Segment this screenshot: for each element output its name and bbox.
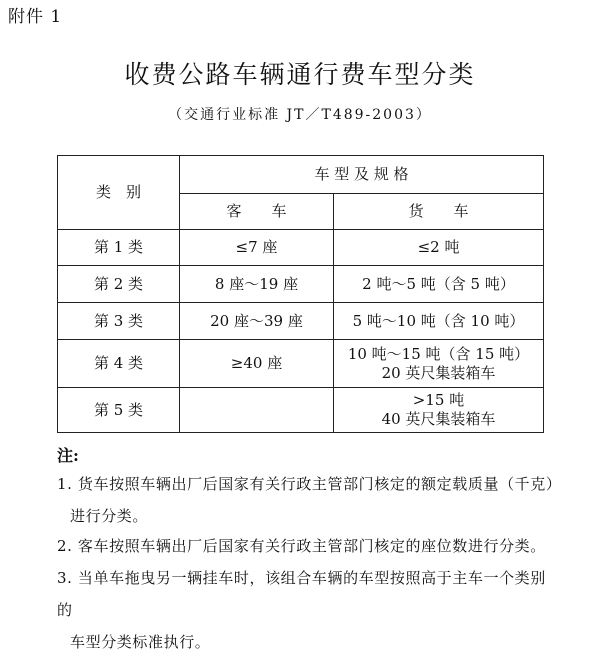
- row-truck: 5 吨～10 吨（含 10 吨）: [334, 303, 544, 340]
- note-line: 2. 客车按照车辆出厂后国家有关行政主管部门核定的座位数进行分类。: [57, 537, 546, 555]
- document-subtitle: （交通行业标准 JT／T489-2003）: [168, 107, 432, 123]
- note-item: [57, 468, 562, 532]
- row-category: 第 3 类: [58, 303, 180, 340]
- row-truck-line2: 40 英尺集装箱车: [381, 410, 496, 428]
- row-truck: [334, 340, 544, 388]
- header-category: 类 别: [58, 156, 180, 230]
- header-truck: 货 车: [334, 194, 544, 230]
- row-category: 第 5 类: [58, 388, 180, 433]
- note-line: 3. 当单车拖曳另一辆挂车时，该组合车辆的车型按照高于主车一个类别的: [57, 569, 546, 619]
- row-truck-line1: >15 吨: [412, 391, 465, 409]
- row-truck: ≤2 吨: [334, 230, 544, 266]
- table-row: [58, 340, 544, 388]
- row-truck-line1: 10 吨～15 吨（含 15 吨）: [347, 344, 530, 363]
- document-title: 收费公路车辆通行费车型分类: [124, 60, 476, 89]
- row-category: 第 4 类: [58, 340, 180, 388]
- header-spec: 车 型 及 规 格: [180, 156, 544, 194]
- row-truck: [334, 388, 544, 433]
- row-passenger: [180, 388, 334, 433]
- table-header-row: [58, 156, 544, 194]
- row-truck: 2 吨～5 吨（含 5 吨）: [334, 266, 544, 303]
- row-passenger: ≤7 座: [180, 230, 334, 266]
- table-row: [58, 388, 544, 433]
- table-row: [58, 266, 544, 303]
- row-category: 第 1 类: [58, 230, 180, 266]
- note-line-continued: 进行分类。: [70, 507, 149, 525]
- row-passenger: ≥40 座: [180, 340, 334, 388]
- annex-label: 附件 1: [8, 7, 63, 27]
- note-item: [57, 530, 557, 562]
- notes-heading: 注:: [57, 446, 79, 465]
- header-passenger: 客 车: [180, 194, 334, 230]
- vehicle-classification-table: [57, 155, 544, 433]
- row-category: 第 2 类: [58, 266, 180, 303]
- row-truck-line2: 20 英尺集装箱车: [381, 363, 496, 382]
- table-row: [58, 230, 544, 266]
- row-passenger: 8 座～19 座: [180, 266, 334, 303]
- row-passenger: 20 座～39 座: [180, 303, 334, 340]
- table-row: [58, 303, 544, 340]
- note-item: [57, 562, 557, 658]
- note-line: 1. 货车按照车辆出厂后国家有关行政主管部门核定的额定载质量（千克）: [57, 475, 562, 493]
- note-line-continued: 车型分类标准执行。: [70, 633, 211, 651]
